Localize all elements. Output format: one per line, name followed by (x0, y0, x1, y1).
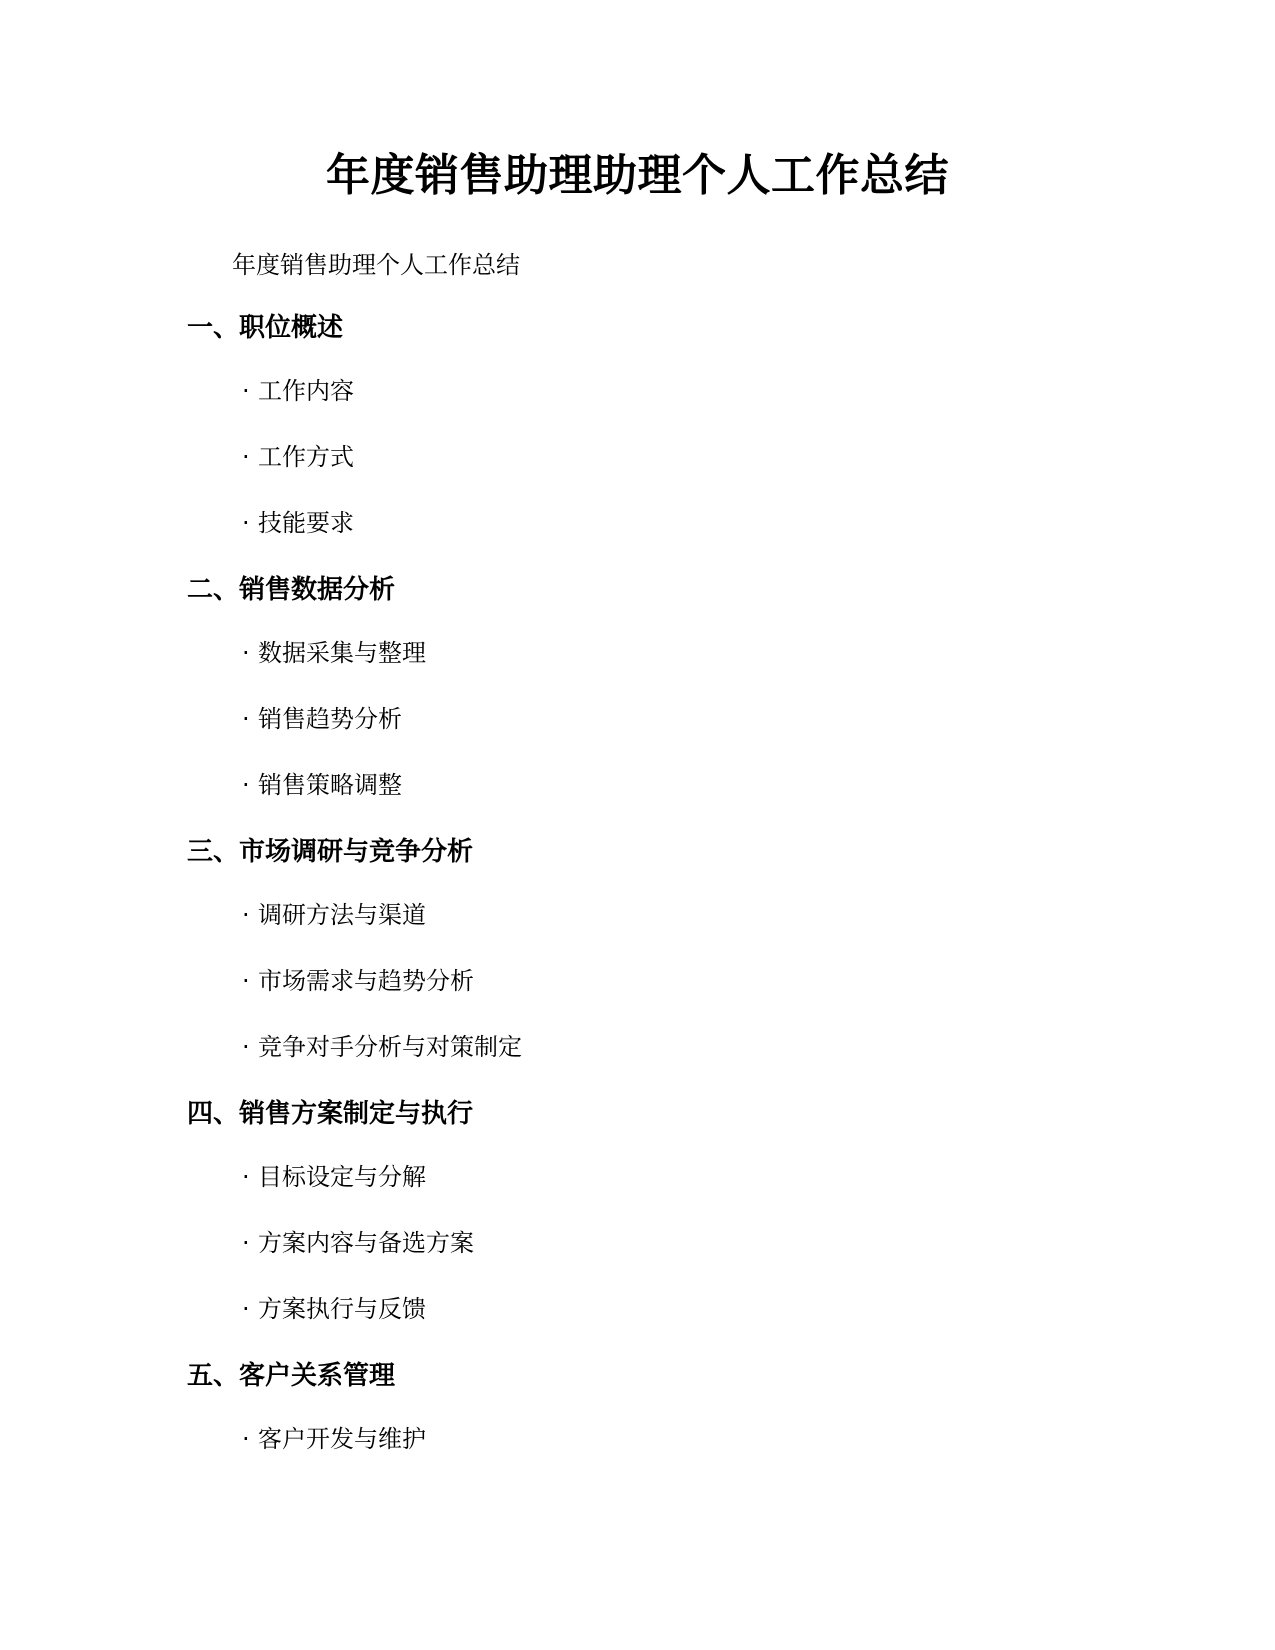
list-item-text: 市场需求与趋势分析 (258, 967, 474, 995)
section-1 (187, 312, 1187, 538)
list-item (242, 376, 1187, 406)
list-item (242, 900, 1187, 930)
bullet-dot: · (242, 967, 250, 995)
section-heading: 三、市场调研与竞争分析 (187, 837, 474, 867)
bullet-dot: · (242, 705, 250, 733)
bullet-dot: · (242, 639, 250, 667)
section-heading: 一、职位概述 (187, 313, 344, 343)
list-item (242, 442, 1187, 472)
section-3 (187, 836, 1187, 1062)
section-list (187, 312, 1187, 1490)
list-item (242, 1294, 1187, 1324)
section-2 (187, 574, 1187, 800)
list-item (242, 1032, 1187, 1062)
bullet-dot: · (242, 901, 250, 929)
list-item (242, 1162, 1187, 1192)
bullet-dot: · (242, 1425, 250, 1453)
list-item (242, 1228, 1187, 1258)
list-item-text: 目标设定与分解 (258, 1163, 426, 1191)
bullet-dot: · (242, 509, 250, 537)
list-item-text: 销售策略调整 (258, 771, 402, 799)
list-item-text: 调研方法与渠道 (258, 901, 426, 929)
list-item (242, 638, 1187, 668)
document-title: 年度销售助理助理个人工作总结 (326, 150, 949, 201)
bullet-dot: · (242, 443, 250, 471)
list-item (242, 770, 1187, 800)
section-heading: 五、客户关系管理 (187, 1361, 396, 1391)
list-item (242, 508, 1187, 538)
bullet-dot: · (242, 771, 250, 799)
list-item (242, 966, 1187, 996)
list-item-text: 数据采集与整理 (258, 639, 426, 667)
bullet-dot: · (242, 1163, 250, 1191)
bullet-dot: · (242, 1229, 250, 1257)
bullet-dot: · (242, 1033, 250, 1061)
list-item (242, 1424, 1187, 1454)
list-item-text: 竞争对手分析与对策制定 (258, 1033, 522, 1061)
document-subtitle: 年度销售助理个人工作总结 (232, 251, 520, 279)
section-5 (187, 1360, 1187, 1454)
list-item (242, 704, 1187, 734)
bullet-dot: · (242, 1295, 250, 1323)
section-heading: 二、销售数据分析 (187, 575, 396, 605)
list-item-text: 客户开发与维护 (258, 1425, 426, 1453)
list-item-text: 方案内容与备选方案 (258, 1229, 474, 1257)
section-heading: 四、销售方案制定与执行 (187, 1099, 474, 1129)
list-item-text: 销售趋势分析 (258, 705, 402, 733)
list-item-text: 工作方式 (258, 443, 354, 471)
list-item-text: 方案执行与反馈 (258, 1295, 426, 1323)
section-4 (187, 1098, 1187, 1324)
list-item-text: 技能要求 (258, 509, 354, 537)
list-item-text: 工作内容 (258, 377, 354, 405)
bullet-dot: · (242, 377, 250, 405)
